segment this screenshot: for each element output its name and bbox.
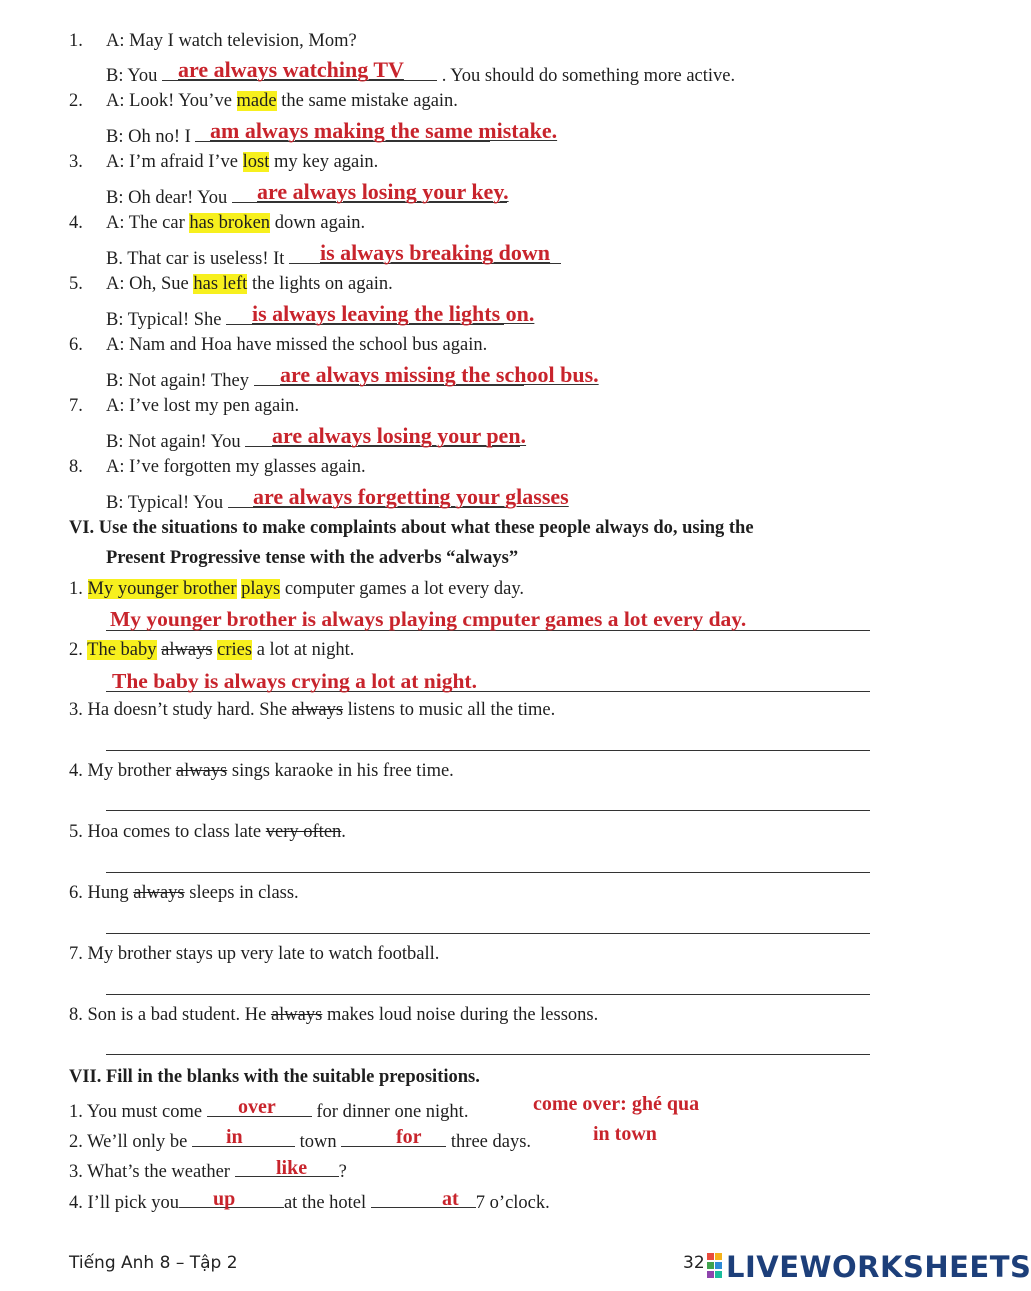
dialogue-b: B: Typical! She [106, 304, 504, 331]
answer-input[interactable]: like [276, 1157, 308, 1179]
dialogue-b: B: You . You should do something more active. [106, 60, 735, 87]
answer-input[interactable]: My younger brother is always playing cmputer games a lot every day. [110, 607, 747, 631]
item-number: 3. [69, 152, 83, 172]
item-number: 6. [69, 335, 83, 355]
item-number: 8. [69, 457, 83, 477]
dialogue-a: A: May I watch television, Mom? [106, 31, 357, 51]
section-title: VI. Use the situations to make complaints about what these people always do, using the [69, 518, 754, 538]
answer-input[interactable]: for [396, 1126, 422, 1148]
answer-input[interactable]: are always missing the school bus. [280, 362, 599, 387]
footer-book-title: Tiếng Anh 8 – Tập 2 [69, 1253, 238, 1273]
answer-line[interactable] [106, 1054, 870, 1055]
answer-input[interactable]: The baby is always crying a lot at night. [112, 669, 477, 693]
question-7: 7. My brother stays up very late to watch football. [69, 944, 440, 964]
item-number: 1. [69, 31, 83, 51]
question-6: 6. Hung always sleeps in class. [69, 883, 299, 903]
answer-input[interactable]: are always watching TV [178, 57, 404, 82]
answer-input[interactable]: are always forgetting your glasses [253, 484, 569, 509]
answer-line[interactable] [106, 810, 870, 811]
answer-input[interactable]: in [226, 1126, 243, 1148]
dialogue-b: B: Oh dear! You [106, 182, 507, 209]
answer-note: in town [593, 1123, 657, 1145]
answer-input[interactable]: is always breaking down [320, 240, 551, 265]
dialogue-b: B: Oh no! I [106, 121, 490, 148]
dialogue-a: A: Look! You’ve made the same mistake again. [106, 91, 458, 111]
answer-input[interactable]: up [213, 1188, 236, 1210]
answer-line[interactable] [106, 933, 870, 934]
section-title: VII. Fill in the blanks with the suitable prepositions. [69, 1067, 480, 1087]
answer-input[interactable]: am always making the same mistake. [210, 118, 558, 143]
dialogue-a: A: Oh, Sue has left the lights on again. [106, 274, 393, 294]
answer-input[interactable]: are always losing your key. [257, 179, 509, 204]
dialogue-a: A: Nam and Hoa have missed the school bus again. [106, 335, 488, 355]
dialogue-a: A: The car has broken down again. [106, 213, 366, 233]
answer-line[interactable] [106, 750, 870, 751]
answer-input[interactable]: at [442, 1188, 459, 1210]
dialogue-a: A: I’ve lost my pen again. [106, 396, 300, 416]
dialogue-b: B: Typical! You [106, 487, 508, 514]
question-2: 2. The baby always cries a lot at night. [69, 640, 355, 660]
answer-note: come over: ghé qua [533, 1093, 700, 1115]
prep-question-2: 2. We’ll only be town three days. [69, 1126, 531, 1153]
liveworksheets-brand[interactable]: LIVEWORKSHEETS [726, 1250, 1031, 1284]
item-number: 4. [69, 213, 83, 233]
question-3: 3. Ha doesn’t study hard. She always listens to music all the time. [69, 700, 556, 720]
dialogue-b: B. That car is useless! It [106, 243, 561, 270]
item-number: 2. [69, 91, 83, 111]
section-title-cont: Present Progressive tense with the adverbs “always” [106, 548, 519, 568]
dialogue-b: B: Not again! They [106, 365, 524, 392]
dialogue-b: B: Not again! You [106, 426, 520, 453]
prep-question-4: 4. I’ll pick you at the hotel 7 o’clock. [69, 1187, 550, 1214]
answer-line[interactable] [106, 994, 870, 995]
question-8: 8. Son is a bad student. He always makes loud noise during the lessons. [69, 1005, 599, 1025]
prep-question-3: 3. What’s the weather ? [69, 1156, 347, 1183]
question-5: 5. Hoa comes to class late very often. [69, 822, 346, 842]
answer-line[interactable] [106, 872, 870, 873]
answer-input[interactable]: are always losing your pen. [272, 423, 527, 448]
dialogue-a: A: I’m afraid I’ve lost my key again. [106, 152, 379, 172]
question-1: 1. My younger brother plays computer games a lot every day. [69, 579, 525, 599]
answer-input[interactable]: is always leaving the lights on. [252, 301, 535, 326]
prep-question-1: 1. You must come for dinner one night. [69, 1096, 468, 1123]
question-4: 4. My brother always sings karaoke in his free time. [69, 761, 454, 781]
page-number: 32 [683, 1253, 705, 1273]
liveworksheets-logo-icon [707, 1253, 723, 1279]
item-number: 5. [69, 274, 83, 294]
dialogue-a: A: I’ve forgotten my glasses again. [106, 457, 366, 477]
answer-input[interactable]: over [238, 1096, 276, 1118]
item-number: 7. [69, 396, 83, 416]
